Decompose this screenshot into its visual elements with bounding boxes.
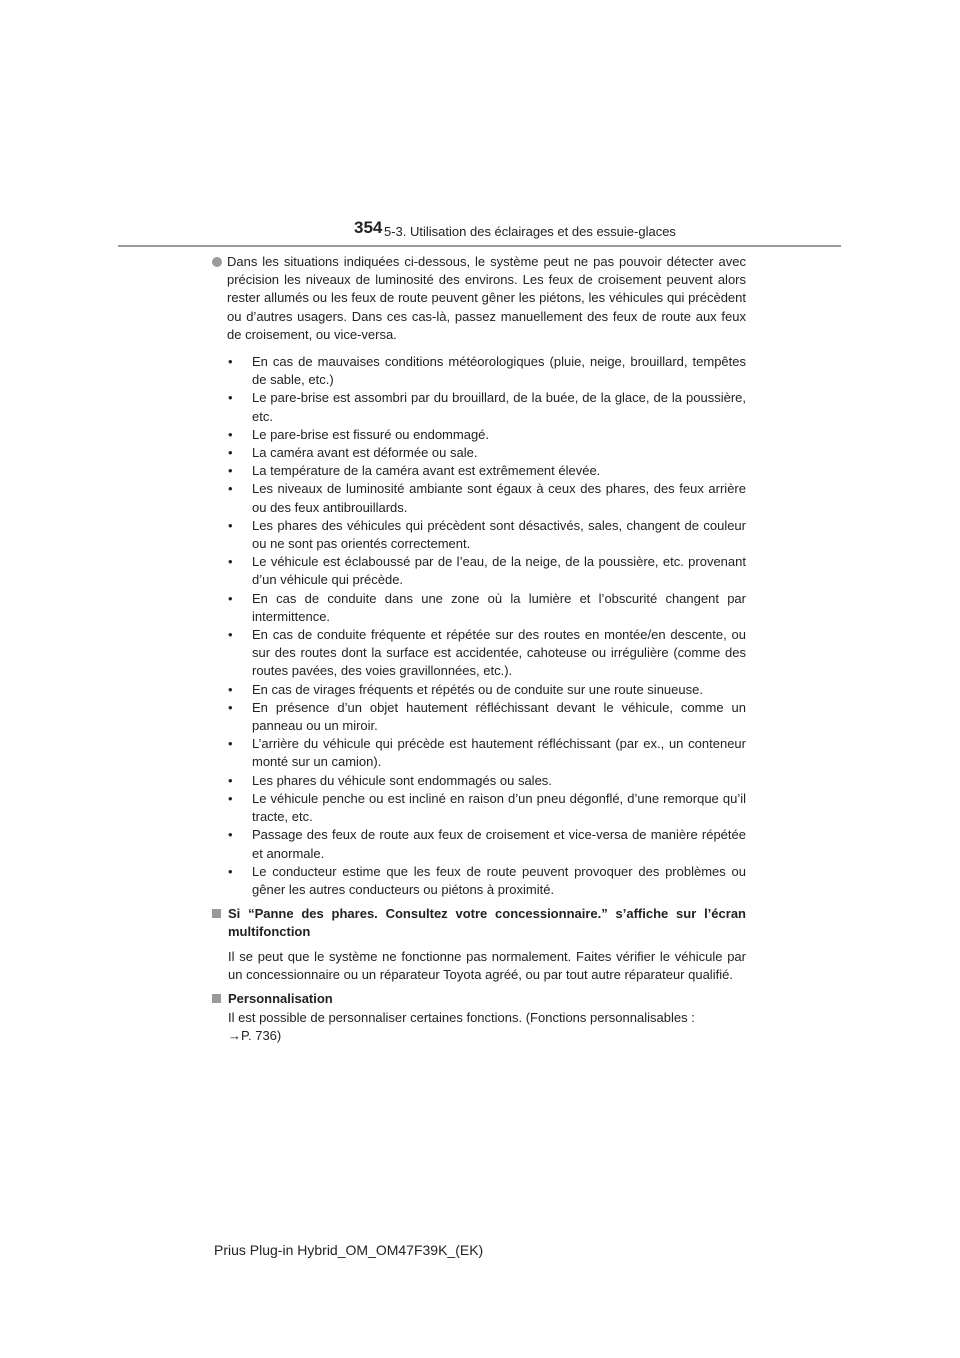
circle-bullet-icon <box>212 257 222 267</box>
section-heading-text: Si “Panne des phares. Consultez votre concessionnaire.” s’affiche sur l’écran multifonction <box>228 906 746 940</box>
bullet-marker: • <box>228 681 233 697</box>
section-title: 5-3. Utilisation des éclairages et des essuie-glaces <box>384 224 676 239</box>
bullet-marker: • <box>228 863 233 879</box>
bullet-marker: • <box>228 699 233 715</box>
bullet-marker: • <box>228 517 233 533</box>
bullet-marker: • <box>228 627 233 643</box>
intro-text: Dans les situations indiquées ci-dessous, le système peut ne pas pouvoir détecter avec précision les niveaux de luminosité des environs. Les feux de croisement peuvent alors rester allumés ou les feux de route peuvent gêner les piétons, les véhicules qui précèdent ou d’autres usagers. Dans ces cas-là, passez manuellement des feux de route aux feux de croisement, ou vice-versa. <box>227 254 746 342</box>
bullet-marker: • <box>228 426 233 442</box>
bullet-marker: • <box>228 772 233 788</box>
list-item: • Le véhicule penche ou est incliné en raison d’un pneu dégonflé, d’une remorque qu’il tracte, etc. <box>212 790 746 826</box>
list-item: • En cas de conduite fréquente et répétée sur des routes en montée/en descente, ou sur des routes dont la surface est accidentée, cahoteuse ou irrégulière (comme des routes pavées, des voies gravillonnées, etc.). <box>212 626 746 681</box>
bullet-marker: • <box>228 827 233 843</box>
page-reference-link[interactable]: →P. 736) <box>228 1028 282 1044</box>
section-heading-text: Personnalisation <box>228 990 333 1006</box>
list-item: • Le conducteur estime que les feux de route peuvent provoquer des problèmes ou gêner les autres conducteurs ou piétons à proximité. <box>212 863 746 899</box>
list-item: • En présence d’un objet hautement réfléchissant devant le véhicule, comme un panneau ou un miroir. <box>212 699 746 735</box>
bullet-marker: • <box>228 390 233 406</box>
list-item: • En cas de mauvaises conditions météorologiques (pluie, neige, brouillard, tempêtes de sable, etc.) <box>212 353 746 389</box>
section-heading <box>212 990 746 1008</box>
list-item: • Le pare-brise est assombri par du brouillard, de la buée, de la glace, de la poussière, etc. <box>212 389 746 425</box>
section-heading <box>212 905 746 941</box>
bullet-marker: • <box>228 736 233 752</box>
bullet-marker: • <box>228 463 233 479</box>
page-number: 354 <box>354 218 383 237</box>
list-item: • La caméra avant est déformée ou sale. <box>212 444 746 462</box>
intro-paragraph <box>212 253 746 344</box>
headlight-failure-section <box>212 905 746 984</box>
bullet-marker: • <box>228 354 233 370</box>
section-body <box>212 1009 746 1045</box>
bullet-marker: • <box>228 590 233 606</box>
list-item: • Les phares du véhicule sont endommagés ou sales. <box>212 772 746 790</box>
list-item: • En cas de virages fréquents et répétés ou de conduite sur une route sinueuse. <box>212 681 746 699</box>
list-item: • Le pare-brise est fissuré ou endommagé. <box>212 426 746 444</box>
list-item: • Passage des feux de route aux feux de croisement et vice-versa de manière répétée et anormale. <box>212 826 746 862</box>
customization-section <box>212 990 746 1046</box>
bullet-marker: • <box>228 481 233 497</box>
document-footer: Prius Plug-in Hybrid_OM_OM47F39K_(EK) <box>214 1242 484 1258</box>
bullet-marker: • <box>228 554 233 570</box>
list-item: • Les niveaux de luminosité ambiante sont égaux à ceux des phares, des feux arrière ou des feux antibrouillards. <box>212 480 746 516</box>
list-item: • La température de la caméra avant est extrêmement élevée. <box>212 462 746 480</box>
list-item: • Le véhicule est éclaboussé par de l’eau, de la neige, de la poussière, etc. provenant d’un véhicule qui précède. <box>212 553 746 589</box>
bullet-marker: • <box>228 790 233 806</box>
list-item: • Les phares des véhicules qui précèdent sont désactivés, sales, changent de couleur ou ne sont pas orientés correctement. <box>212 517 746 553</box>
list-item: • L’arrière du véhicule qui précède est hautement réfléchissant (par ex., un conteneur monté sur un camion). <box>212 735 746 771</box>
square-bullet-icon <box>212 909 221 918</box>
section-body-text: Il est possible de personnaliser certaines fonctions. (Fonctions personnalisables : <box>228 1010 695 1026</box>
conditions-list <box>212 353 746 899</box>
header-rule <box>118 245 841 247</box>
section-body: Il se peut que le système ne fonctionne pas normalement. Faites vérifier le véhicule par un concessionnaire ou un réparateur Toyota agréé, ou par tout autre réparateur qualifié. <box>228 948 746 982</box>
page-content <box>212 253 746 1046</box>
square-bullet-icon <box>212 994 221 1003</box>
bullet-marker: • <box>228 445 233 461</box>
list-item: • En cas de conduite dans une zone où la lumière et l’obscurité changent par intermittence. <box>212 590 746 626</box>
